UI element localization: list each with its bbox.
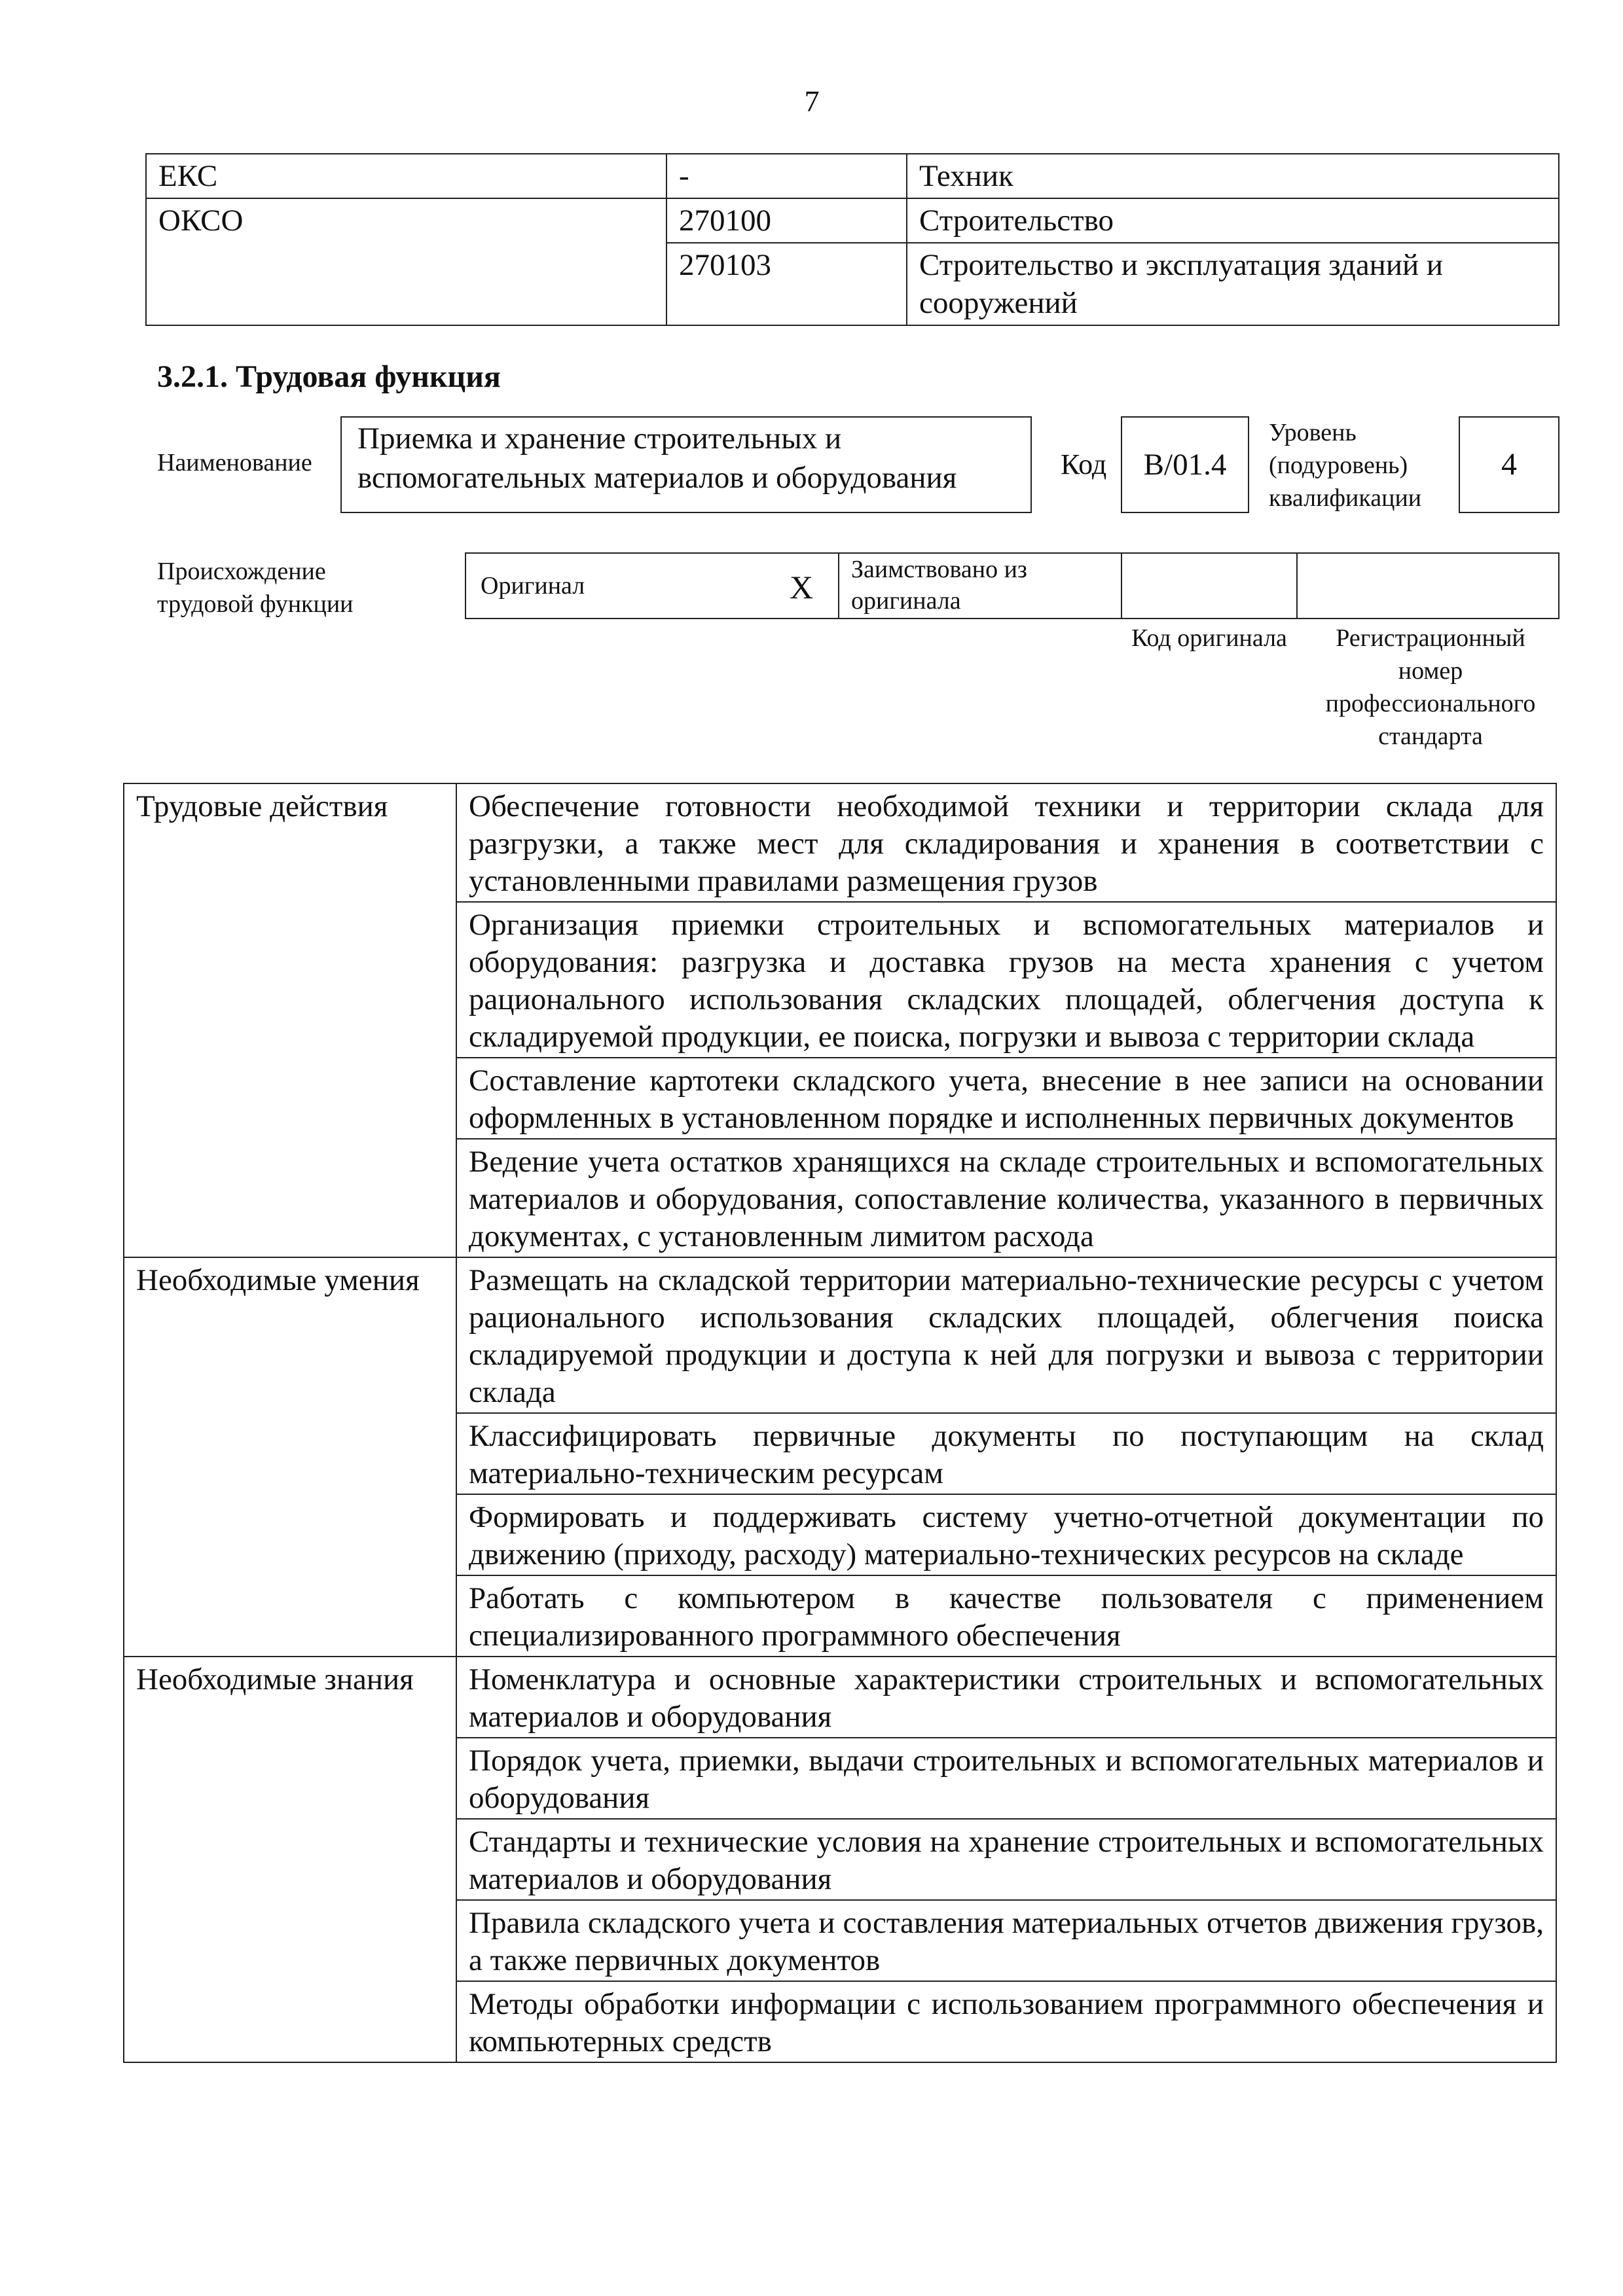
category-required-knowledge: Необходимые знания: [124, 1657, 456, 2062]
table-cell: Обеспечение готовности необходимой техники и территории склада для разгрузки, а также мест для складирования и хранения в соответствии с установленными правилами размещения грузов: [456, 783, 1556, 902]
borrowed-label: Заимствовано из оригинала: [851, 556, 1027, 615]
original-box: [465, 552, 839, 619]
table-row: [146, 198, 1559, 243]
table-cell: ЕКС: [146, 154, 666, 198]
table-cell: Размещать на складской территории материально-технические ресурсы с учетом рационального использования складских площадей, облегчения поиска складируемой продукции и доступа к ней для погрузки и вывоза с территории склада: [456, 1257, 1556, 1413]
table-cell: 270103: [666, 243, 907, 325]
function-name-box: [340, 416, 1032, 513]
code-label: Код: [1061, 448, 1107, 480]
table-cell: Ведение учета остатков хранящихся на складе строительных и вспомогательных материалов и оборудования, сопоставление количества, указанного в первичных документах, с установленным лимитом расхода: [456, 1139, 1556, 1257]
table-cell: -: [666, 154, 907, 198]
name-label: Наименование: [157, 449, 312, 476]
table-row: [146, 154, 1559, 198]
table-cell: 270100: [666, 198, 907, 243]
function-name: Приемка и хранение строительных и вспомогательных материалов и оборудования: [357, 422, 957, 495]
original-label: Оригинал: [481, 572, 585, 600]
table-row: [124, 1257, 1556, 1413]
table-cell: Строительство и эксплуатация зданий и сооружений: [907, 243, 1559, 325]
table-cell: Классифицировать первичные документы по поступающим на склад материально-техническим ресурсам: [456, 1413, 1556, 1494]
table-cell: Номенклатура и основные характеристики строительных и вспомогательных материалов и оборудования: [456, 1657, 1556, 1738]
table-row: [124, 1657, 1556, 1738]
table-row: [124, 783, 1556, 902]
code-value: B/01.4: [1121, 416, 1249, 513]
page-number: 7: [804, 84, 820, 118]
level-value: 4: [1459, 416, 1559, 513]
table-cell: Организация приемки строительных и вспомогательных материалов и оборудования: разгрузка и доставка грузов на места хранения с учетом рационального использования складских площадей, облегчения доступа к складируемой продукции, ее поиска, погрузки и вывоза с территории склада: [456, 902, 1556, 1058]
category-required-skills: Необходимые умения: [124, 1257, 456, 1657]
table-cell: Составление картотеки складского учета, внесение в нее записи на основании оформленных в установленном порядке и исполненных первичных документов: [456, 1058, 1556, 1139]
registration-caption: Регистрационный номер профессионального стандарта: [1325, 624, 1536, 750]
category-labor-actions: Трудовые действия: [124, 783, 456, 1257]
table-cell: ОКСО: [146, 198, 666, 325]
level-label: Уровень (подуровень) квалификации: [1269, 419, 1422, 512]
function-content-table: [123, 783, 1557, 2063]
borrowed-box: [838, 552, 1122, 619]
original-code-box: [1121, 552, 1298, 619]
registration-number-box: [1296, 552, 1559, 619]
table-cell: Методы обработки информации с использованием программного обеспечения и компьютерных средств: [456, 1981, 1556, 2062]
table-cell: Техник: [907, 154, 1559, 198]
classification-table: [145, 153, 1559, 326]
origin-label: Происхождение трудовой функции: [157, 558, 354, 618]
section-title: 3.2.1. Трудовая функция: [157, 359, 501, 394]
table-cell: Строительство: [907, 198, 1559, 243]
table-cell: Стандарты и технические условия на хранение строительных и вспомогательных материалов и оборудования: [456, 1819, 1556, 1900]
table-cell: Работать с компьютером в качестве пользователя с применением специализированного программного обеспечения: [456, 1575, 1556, 1657]
table-cell: Формировать и поддерживать систему учетно-отчетной документации по движению (приходу, расходу) материально-технических ресурсов на складе: [456, 1494, 1556, 1575]
table-cell: Правила складского учета и составления материальных отчетов движения грузов, а также первичных документов: [456, 1900, 1556, 1981]
table-cell: Порядок учета, приемки, выдачи строительных и вспомогательных материалов и оборудования: [456, 1738, 1556, 1819]
code-caption: Код оригинала: [1131, 624, 1287, 652]
original-mark: X: [790, 569, 814, 605]
